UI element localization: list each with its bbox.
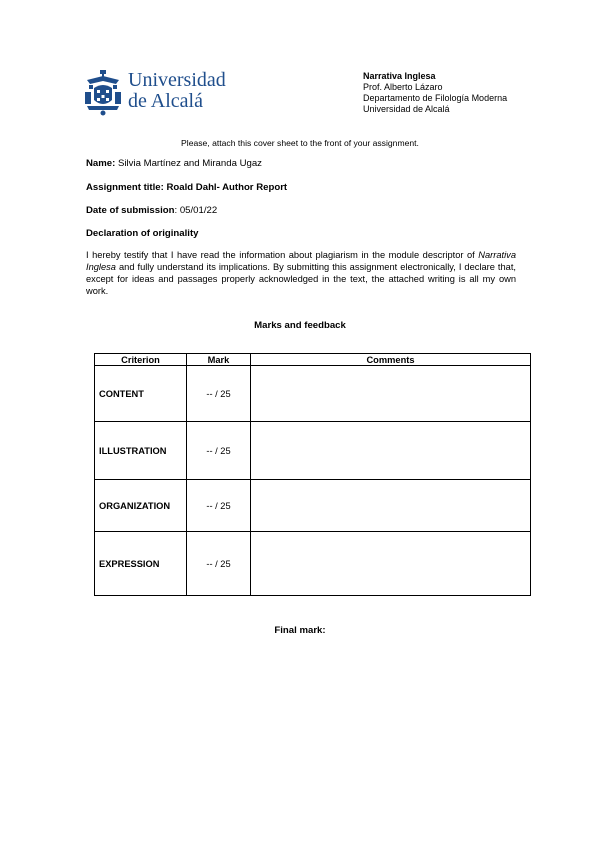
table-row bbox=[95, 532, 531, 596]
department-name: Departamento de Filología Moderna bbox=[363, 93, 508, 103]
table-row bbox=[95, 422, 531, 480]
criterion-cell: ILLUSTRATION bbox=[95, 422, 187, 480]
criterion-cell: EXPRESSION bbox=[95, 532, 187, 596]
university-name bbox=[128, 70, 226, 112]
marks-table bbox=[94, 353, 531, 596]
course-info bbox=[363, 71, 507, 115]
instruction-text: Please, attach this cover sheet to the front of your assignment. bbox=[181, 138, 419, 148]
header-criterion: Criterion bbox=[95, 354, 187, 366]
declaration-title: Declaration of originality bbox=[86, 228, 199, 239]
declaration-text bbox=[86, 249, 516, 297]
table-header-row bbox=[95, 354, 531, 366]
mark-cell: -- / 25 bbox=[187, 422, 251, 480]
university-crest-icon bbox=[83, 70, 123, 116]
name-field bbox=[86, 158, 262, 169]
professor-name: Prof. Alberto Lázaro bbox=[363, 82, 443, 92]
date-label: Date of submission bbox=[86, 205, 175, 216]
comments-cell bbox=[251, 532, 531, 596]
date-value: : 05/01/22 bbox=[174, 205, 218, 216]
mark-cell: -- / 25 bbox=[187, 532, 251, 596]
comments-cell bbox=[251, 422, 531, 480]
assignment-title-value: Roald Dahl- Author Report bbox=[163, 182, 288, 193]
declaration-text-after: and fully understand its implications. By submitting this assignment electronically, I declare that, except for ideas and passages properly acknowledged in the text, the attached writing is all my own work. bbox=[86, 262, 516, 296]
university-logo bbox=[83, 70, 233, 118]
final-mark-label: Final mark: bbox=[274, 625, 326, 636]
university-name-line1: Universidad bbox=[128, 69, 226, 91]
assignment-title-label: Assignment title: bbox=[86, 182, 164, 193]
table-row bbox=[95, 480, 531, 532]
criterion-cell: ORGANIZATION bbox=[95, 480, 187, 532]
criterion-cell: CONTENT bbox=[95, 366, 187, 422]
university-label: Universidad de Alcalá bbox=[363, 104, 450, 114]
table-row bbox=[95, 366, 531, 422]
header-comments: Comments bbox=[251, 354, 531, 366]
name-label: Name: bbox=[86, 158, 116, 169]
header-mark: Mark bbox=[187, 354, 251, 366]
comments-cell bbox=[251, 480, 531, 532]
mark-cell: -- / 25 bbox=[187, 366, 251, 422]
course-name: Narrativa Inglesa bbox=[363, 71, 436, 81]
declaration-course-italic: Narrativa Inglesa bbox=[86, 250, 516, 272]
name-value: Silvia Martínez and Miranda Ugaz bbox=[115, 158, 262, 169]
date-field bbox=[86, 205, 217, 216]
comments-cell bbox=[251, 366, 531, 422]
university-name-line2: de Alcalá bbox=[128, 90, 203, 112]
marks-feedback-title: Marks and feedback bbox=[254, 320, 346, 331]
declaration-text-before: I hereby testify that I have read the information about plagiarism in the module descriptor of bbox=[86, 250, 479, 260]
assignment-title-field bbox=[86, 182, 287, 193]
mark-cell: -- / 25 bbox=[187, 480, 251, 532]
